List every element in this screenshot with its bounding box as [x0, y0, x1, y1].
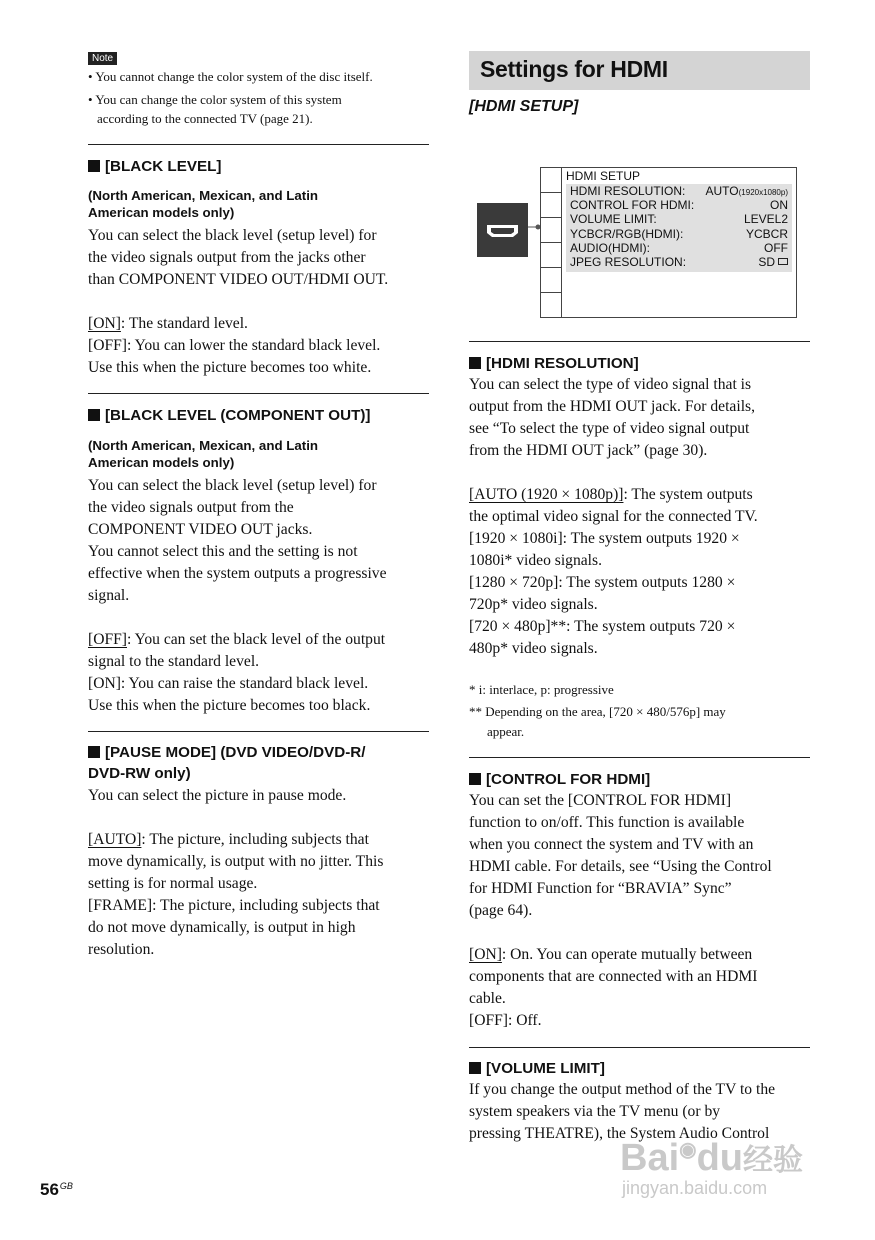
watermark-url: jingyan.baidu.com [622, 1178, 768, 1198]
hdmi-resolution-heading: [HDMI RESOLUTION] [469, 353, 639, 374]
divider [88, 144, 429, 145]
control-for-hdmi-heading: [CONTROL FOR HDMI] [469, 769, 650, 790]
footnote: * i: interlace, p: progressive [469, 682, 614, 697]
osd-menu: HDMI RESOLUTION: AUTO(1920x1080p) CONTROL FOR HDMI: ON VOLUME LIMIT: LEVEL2 YCBCR/RGB(HDMI): YCBCR AUDIO(HDMI): OFF JPEG RESOLUTION: SD [566, 184, 792, 272]
divider [469, 341, 810, 342]
control-for-hdmi-body: You can set the [CONTROL FOR HDMI] function to on/off. This function is available when you connect the system and TV with an HDMI cable. For details, see “Using the Control for HDMI Function for “BRAVIA” Sync” (page 64). [ON]: On. You can operate mutually between components that are connected with an HDMI cable. [OFF]: Off. [469, 792, 772, 1029]
page-number: $56^{GB}$ [40, 1180, 73, 1199]
note-item: according to the connected TV (page 21). [97, 111, 313, 126]
models-note: (North American, Mexican, and Latin [88, 188, 319, 203]
hdmi-resolution-body: You can select the type of video signal that is output from the HDMI OUT jack. For details, see “To select the type of video signal output from the HDMI OUT jack” (page 30). [AUTO (1920 × 1080p)]: The system outputs the optimal video signal for the connected TV. [1920 × 1080i]: The system outputs 1920 × 1080i* video signals. [1280 × 720p]: The system outputs 1280 × 720p* video signals. [720 × 480p]**: The system outputs 720 × 480p* video signals. [469, 376, 758, 657]
section-title: Settings for HDMI [480, 56, 668, 82]
section-title-bar [469, 51, 810, 90]
note-item: • You cannot change the color system of the disc itself. [88, 69, 373, 84]
pause-mode-heading-cont: DVD-RW only) [88, 765, 191, 782]
paw-icon: ◉ [679, 1139, 697, 1161]
watermark-logo: Bai◉du经验 [620, 1137, 804, 1179]
note-item: • You can change the color system of this system [88, 92, 342, 107]
black-level-component-body: You can select the black level (setup level) for the video signals output from the COMPONENT VIDEO OUT jacks. You cannot select this and the setting is not effective when the system outputs a progressive signal. [OFF]: You can set the black level of the output signal to the standard level. [ON]: You can raise the standard black level. Use this when the picture becomes too black. [88, 477, 387, 714]
note-badge: Note [88, 52, 117, 65]
volume-limit-heading: [VOLUME LIMIT] [469, 1058, 605, 1079]
divider [88, 731, 429, 732]
pause-mode-body: You can select the picture in pause mode. [AUTO]: The picture, including subjects that move dynamically, is output with no jitter. This setting is for normal usage. [FRAME]: The picture, including subjects that do not move dynamically, is output in high resolution. [88, 787, 384, 958]
osd-sidebar [541, 168, 562, 317]
pause-mode-heading: [PAUSE MODE] (DVD VIDEO/DVD-R/ [88, 742, 365, 763]
footnote: ** Depending on the area, [720 × 480/576p] may [469, 704, 726, 719]
footnote: appear. [487, 724, 525, 739]
divider [469, 1047, 810, 1048]
small-rect-icon [778, 258, 788, 265]
models-note: American models only) [88, 455, 235, 470]
divider [88, 393, 429, 394]
black-level-heading: [BLACK LEVEL] [88, 156, 221, 177]
volume-limit-body: If you change the output method of the TV to the system speakers via the TV menu (or by pressing THEATRE), the System Audio Control [469, 1081, 776, 1142]
models-note: American models only) [88, 205, 235, 220]
hdmi-icon [477, 203, 528, 257]
black-level-body: You can select the black level (setup level) for the video signals output from the jacks other than COMPONENT VIDEO OUT/HDMI OUT. [ON]: The standard level. [OFF]: You can lower the standard black level. Use this when the picture becomes too white. [88, 227, 389, 376]
divider [469, 757, 810, 758]
hdmi-setup-osd [540, 167, 797, 318]
black-level-component-heading: [BLACK LEVEL (COMPONENT OUT)] [88, 405, 370, 426]
hdmi-setup-subtitle: [HDMI SETUP] [469, 98, 579, 115]
osd-title: HDMI SETUP [566, 169, 641, 183]
models-note: (North American, Mexican, and Latin [88, 438, 319, 453]
